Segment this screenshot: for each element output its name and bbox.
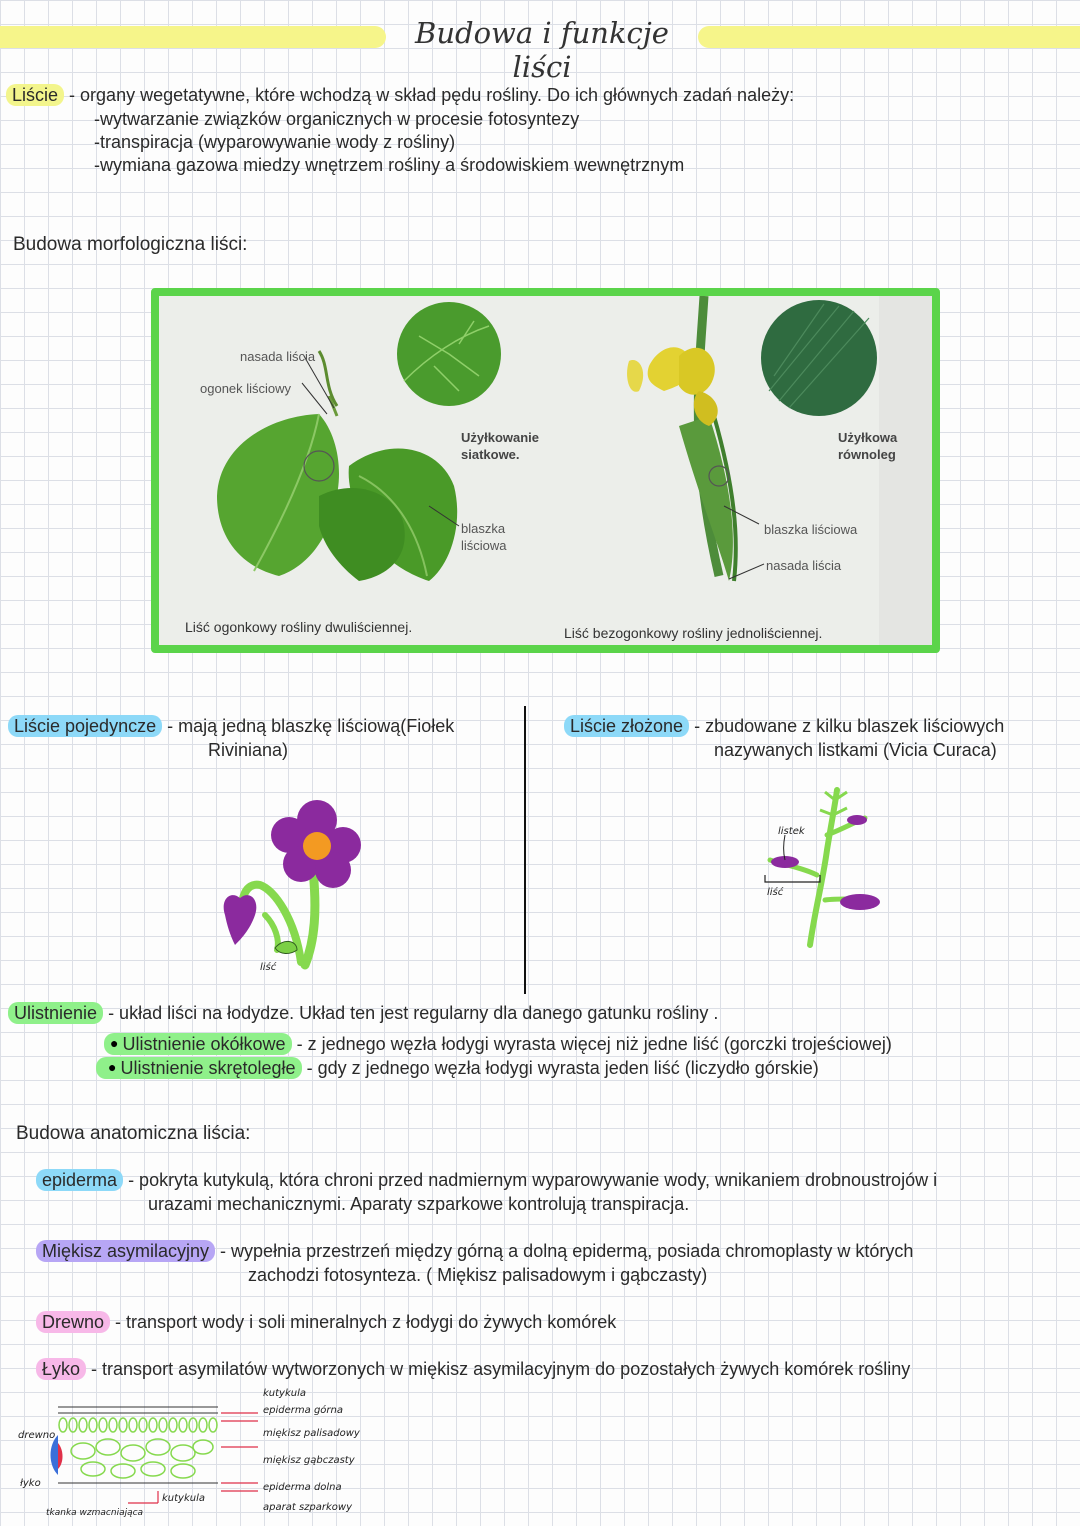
term-liscie: Liście: [6, 84, 64, 106]
morphology-photo: [151, 288, 940, 653]
page-title: Budowa i funkcje liści: [415, 16, 669, 84]
intro-definition: [6, 84, 794, 107]
term-mesophyll: Miękisz asymilacyjny: [36, 1240, 215, 1262]
leaf-cross-section-sketch: [18, 1385, 258, 1520]
caption-dicot-leaf: Liść ogonkowy rośliny dwuliściennej.: [185, 619, 413, 635]
intro-item: -wytwarzanie związków organicznych w procesie fotosyntezy: [94, 109, 580, 129]
label-petiole: ogonek liściowy: [200, 381, 292, 396]
phloem-text: - transport asymilatów wytworzonych w miękisz asymilacyjnym do pozostałych żywych komórek rośliny: [91, 1359, 911, 1379]
cs-label-spongy: miękisz gąbczasty: [263, 1455, 355, 1466]
whorled-text: - z jednego węzła łodygi wyrasta więcej niż jedne liść (gorczki trojeściowej): [296, 1034, 892, 1054]
alternate-text: - gdy z jednego węzła łodygi wyrasta jeden liść (liczydło górskie): [306, 1058, 819, 1078]
compound-leaves-definition: [564, 715, 1004, 738]
cs-label-stomata: aparat szparkowy: [263, 1502, 352, 1513]
simple-leaves-definition: [8, 715, 454, 738]
term-whorled: ● Ulistnienie okółkowe: [104, 1033, 292, 1055]
xylem-text: - transport wody i soli mineralnych z łodygi do żywych komórek: [115, 1312, 617, 1332]
cs-label-cuticle: kutykula: [263, 1388, 307, 1399]
compound-leaves-text: - zbudowane z kilku blaszek liściowych: [694, 716, 1005, 736]
mesophyll-text: - wypełnia przestrzeń między górną a dolną epidermą, posiada chromoplasty w których: [220, 1241, 914, 1261]
vetch-leaf-label: liść: [767, 887, 784, 898]
phyllotaxis-type-whorled: [104, 1033, 892, 1057]
epidermis-text-2: urazami mechanicznymi. Aparaty szparkowe kontrolują transpiracja.: [148, 1194, 690, 1214]
violet-sketch: [205, 790, 365, 980]
anatomy-item-xylem: [36, 1311, 616, 1334]
title-highlight-right: [698, 26, 1080, 48]
cs-label-upper-epidermis: epiderma górna: [263, 1405, 343, 1416]
intro-item: -transpiracja (wyparowywanie wody z rośliny): [94, 132, 456, 152]
vetch-leaflet-label: listek: [778, 826, 805, 837]
simple-leaves-text-2: Riviniana): [208, 740, 289, 760]
intro-item: -wymiana gazowa miedzy wnętrzem rośliny a środowiskiem wewnętrznym: [94, 155, 685, 175]
label-leaf-blade-left: blaszka liściowa: [461, 521, 507, 553]
compound-leaves-text-2: nazywanych listkami (Vicia Curaca): [714, 740, 997, 760]
cs-label-lower-epidermis: epiderma dolna: [263, 1482, 342, 1493]
label-parallel-venation: Użyłkowa równoleg: [838, 430, 898, 462]
anatomy-item-mesophyll: [36, 1240, 913, 1263]
term-compound-leaves: Liście złożone: [564, 715, 689, 737]
caption-monocot-leaf: Liść bezogonkowy rośliny jednoliściennej.: [564, 625, 823, 641]
violet-leaf-label: liść: [260, 962, 277, 973]
label-reticulate-venation: Użyłkowanie siatkowe.: [461, 430, 540, 462]
epidermis-text: - pokryta kutykulą, która chroni przed nadmiernym wyparowywanie wody, wnikaniem drobnoustrojów i: [128, 1170, 938, 1190]
column-divider: [524, 706, 526, 994]
cs-label-xylem: drewno: [18, 1430, 56, 1441]
label-leaf-blade-right: blaszka liściowa: [764, 522, 858, 537]
label-leaf-base-left: nasada liścia: [240, 349, 316, 364]
anatomy-item-epidermis: [36, 1169, 937, 1192]
phyllotaxis-definition: [8, 1002, 718, 1025]
simple-leaves-text: - mają jedną blaszkę liściową(Fiołek: [167, 716, 455, 736]
anatomy-heading: Budowa anatomiczna liścia:: [16, 1123, 251, 1144]
cs-label-phloem: łyko: [20, 1478, 41, 1489]
anatomy-item-phloem: [36, 1358, 910, 1381]
cs-label-support-tissue: tkanka wzmacniająca: [46, 1508, 144, 1518]
intro-definition-text: - organy wegetatywne, które wchodzą w skład pędu rośliny. Do ich głównych zadań należy:: [69, 85, 795, 105]
label-leaf-base-right: nasada liścia: [766, 558, 842, 573]
term-epidermis: epiderma: [36, 1169, 123, 1191]
cs-label-cuticle-bottom: kutykula: [162, 1493, 206, 1504]
term-simple-leaves: Liście pojedyncze: [8, 715, 162, 737]
cs-label-palisade: miękisz palisadowy: [263, 1428, 360, 1439]
term-alternate: ● Ulistnienie skrętoległe: [96, 1057, 302, 1079]
vetch-sketch: [755, 780, 885, 950]
mesophyll-text-2: zachodzi fotosynteza. ( Miękisz palisadowym i gąbczasty): [248, 1265, 708, 1285]
term-xylem: Drewno: [36, 1311, 110, 1333]
term-phyllotaxis: Ulistnienie: [8, 1002, 103, 1024]
morphology-heading: Budowa morfologiczna liści:: [13, 234, 248, 255]
phyllotaxis-text: - układ liści na łodydze. Układ ten jest regularny dla danego gatunku rośliny .: [108, 1003, 719, 1023]
term-phloem: Łyko: [36, 1358, 86, 1380]
title-highlight-left: [0, 26, 386, 48]
phyllotaxis-type-alternate: [96, 1057, 819, 1081]
